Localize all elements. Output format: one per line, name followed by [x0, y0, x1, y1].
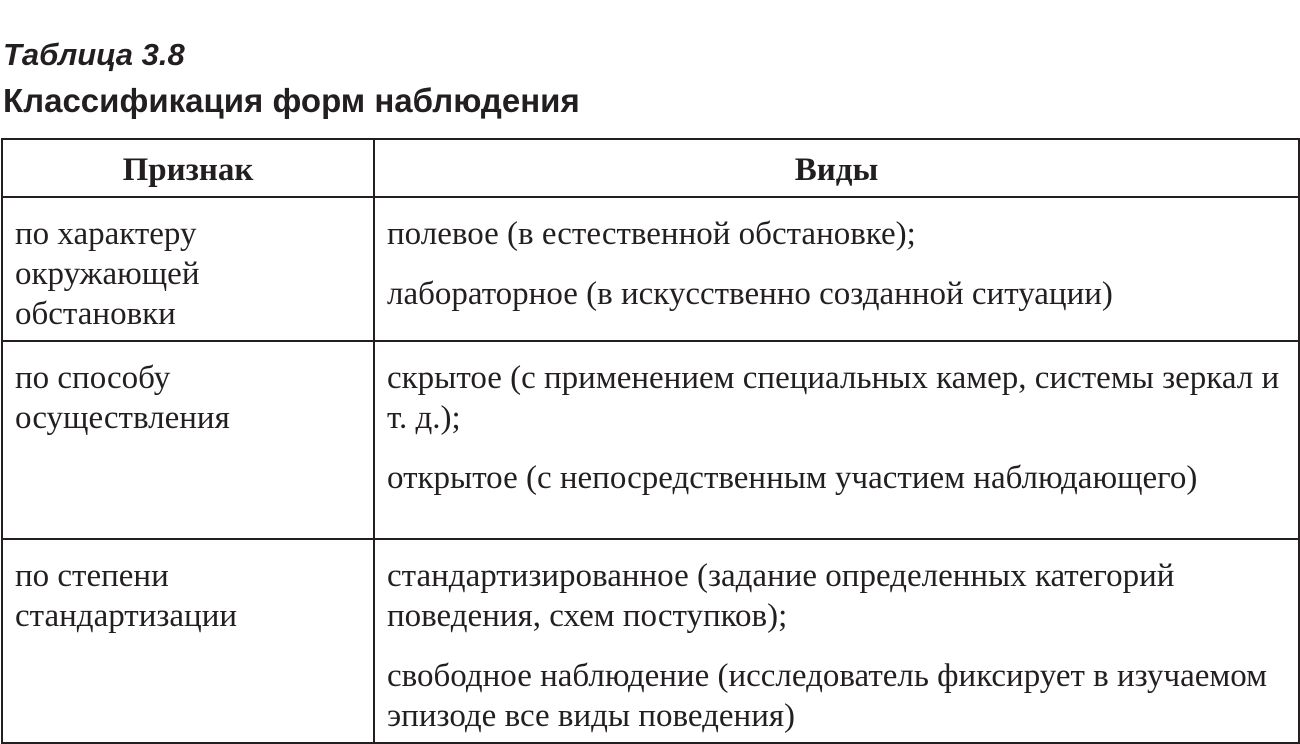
sign-cell [2, 341, 374, 539]
kinds-cell [374, 197, 1299, 341]
kind-item: свободное наблюдение (исследователь фиксирует в изучаемом эпизоде все виды поведения) [387, 658, 1268, 734]
table-row [2, 197, 1299, 341]
kinds-cell [374, 539, 1299, 743]
sign-text: по характеру окружающей обстановки [15, 216, 200, 332]
kind-item: открытое (с непосредственным участием наблюдающего) [387, 460, 1198, 496]
column-header-sign: Признак [2, 139, 374, 197]
table-row [2, 341, 1299, 539]
kind-item: полевое (в естественной обстановке); [387, 216, 916, 252]
kind-item: лабораторное (в искусственно созданной ситуации) [387, 276, 1113, 312]
classification-table [1, 138, 1300, 744]
table-title: Классификация форм наблюдения [3, 82, 580, 119]
sign-text: по способу осуществления [15, 360, 230, 436]
header-row [2, 139, 1299, 197]
kind-item: стандартизированное (задание определенных категорий поведения, схем поступков); [387, 558, 1175, 634]
kinds-cell [374, 341, 1299, 539]
sign-cell [2, 197, 374, 341]
sign-cell [2, 539, 374, 743]
table-number: Таблица 3.8 [3, 37, 185, 72]
kind-item: скрытое (с применением специальных камер, системы зеркал и т. д.); [387, 360, 1280, 436]
sign-text: по степени стандартизации [15, 558, 238, 634]
table-row [2, 539, 1299, 743]
column-header-kinds: Виды [374, 139, 1299, 197]
